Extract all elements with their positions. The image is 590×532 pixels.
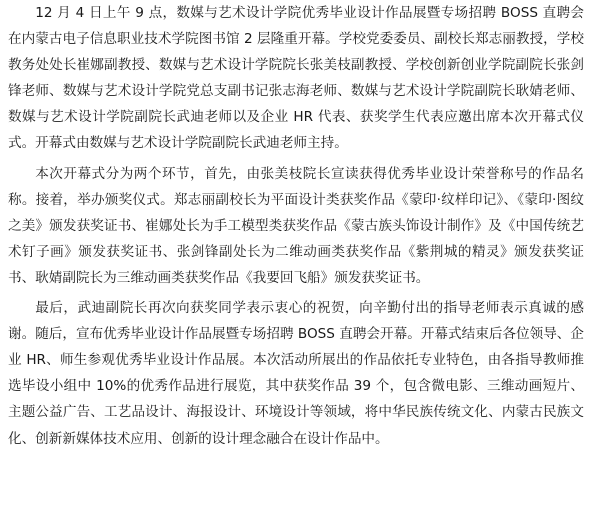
paragraph-opening-ceremony: 12 月 4 日上午 9 点，数媒与艺术设计学院优秀毕业设计作品展暨专场招聘 BOSS 直聘会在内蒙古电子信息职业技术学院图书馆 2 层隆重开幕。学校党委委员、副校长郑志丽教授，学校教务处处长崔娜副教授、数媒与艺术设计学院院长张美枝副教授、学校创新创业学院副院长张剑锋老师、数媒与艺术设计学院党总支副书记张志海老师、数媒与艺术设计学院副院长耿婧老师、数媒与艺术设计学院副院长武迪老师以及企业 HR 代表、获奖学生代表应邀出席本次开幕式仪式。开幕式由数媒与艺术设计学院副院长武迪老师主持。	[8, 5, 584, 152]
paragraph-exhibition: 最后，武迪副院长再次向获奖同学表示衷心的祝贺，向辛勤付出的指导老师表示真诚的感谢。随后，宣布优秀毕业设计作品展暨专场招聘 BOSS 直聘会开幕。开幕式结束后各位领导、企业 HR、师生参观优秀毕业设计作品展。本次活动所展出的作品依托专业特色，由各指导教师推选毕设小组中 10%的优秀作品进行展览，其中获奖作品 39 个，包含微电影、三维动画短片、主题公益广告、工艺品设计、海报设计、环境设计等领域，将中华民族传统文化、内蒙古民族文化、创新新媒体技术应用、创新的设计理念融合在设计作品中。	[8, 300, 584, 447]
paragraph-award-ceremony: 本次开幕式分为两个环节，首先，由张美枝院长宣读获得优秀毕业设计荣誉称号的作品名称。接着，举办颁奖仪式。郑志丽副校长为平面设计类获奖作品《蒙印·纹样印记》、《蒙印·图纹之美》颁发获奖证书、崔娜处长为手工模型类获奖作品《蒙古族头饰设计制作》及《中国传统艺术钉子画》颁发获奖证书、张剑锋副处长为二维动画类获奖作品《紫荆城的精灵》颁发获奖证书、耿婧副院长为三维动画类获奖作品《我要回飞船》颁发获奖证书。	[8, 165, 584, 286]
